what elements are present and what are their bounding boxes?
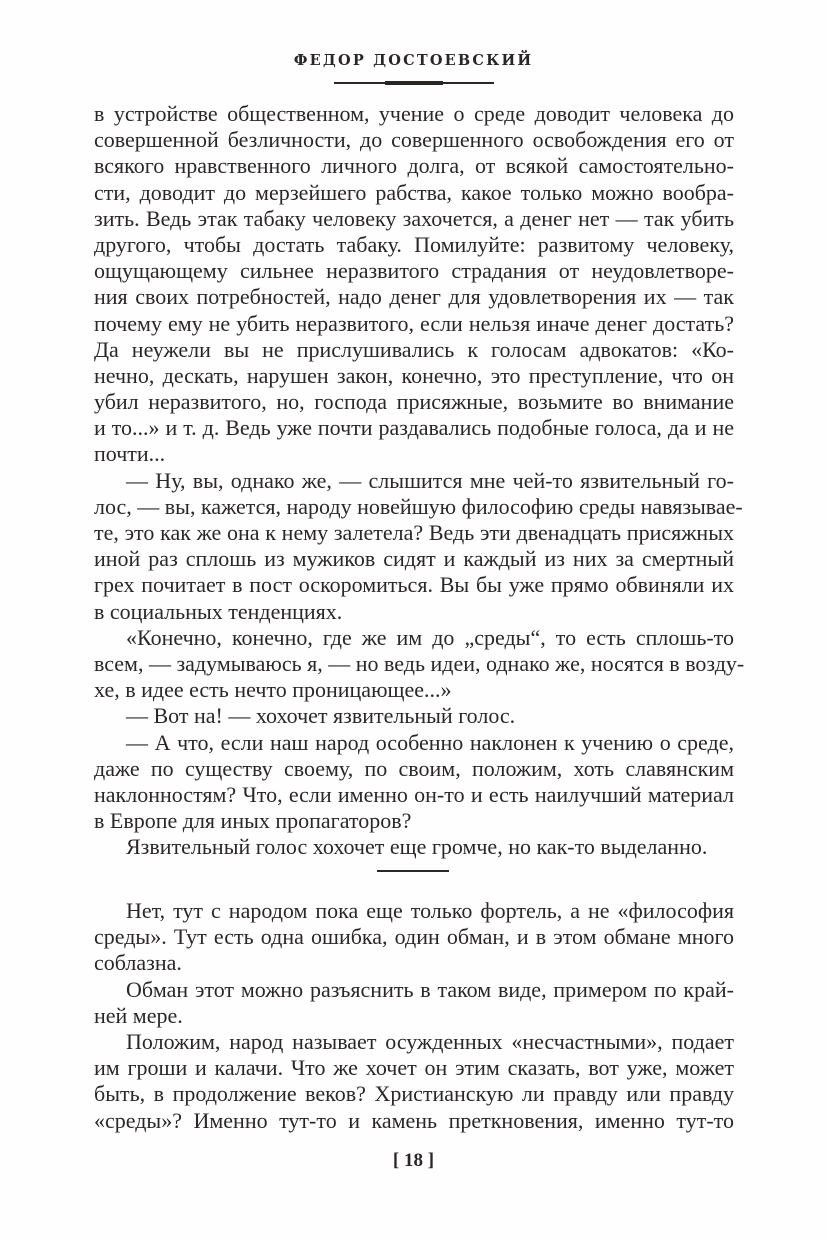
text-line: другого, чтобы достать табаку. Помилуйте: развитому человеку, [94, 231, 734, 257]
running-title: ФЕДОР ДОСТОЕВСКИЙ [293, 52, 534, 69]
text-line: ния своих потребностей, надо денег для удовлетворения их — так [94, 284, 734, 310]
text-line: в устройстве общественном, учение о среде доводит человека до [94, 101, 734, 126]
text-line: всем, — задумываюсь я, — но ведь идеи, однако же, носятся в возду- [94, 650, 745, 676]
text-line: — Вот на! — хохочет язвительный голос. [126, 703, 516, 729]
text-line: убил неразвитого, но, господа присяжные, возьмите во внимание [94, 389, 734, 415]
text-line: Да неужели вы не прислушивались к голосам адвокатов: «Ко- [94, 336, 734, 362]
header-rule-ornament [385, 81, 443, 85]
text-line: ощущающему сильнее неразвитого страдания от неудовлетворе- [94, 258, 734, 284]
text-line: зить. Ведь этак табаку человеку захочется, а денег нет — так убить [94, 205, 734, 231]
text-line: иной раз сплошь из мужиков сидят и каждый из них за смертный [94, 546, 734, 572]
text-line: «Конечно, конечно, где же им до „среды“, то есть сплошь-то [126, 624, 734, 650]
text-line: Обман этот можно разъяснить в таком виде, примером по край- [126, 976, 734, 1002]
text-block-1 [94, 101, 745, 860]
text-line: Язвительный голос хохочет еще громче, но как-то выделанно. [126, 834, 708, 860]
text-line: нечно, дескать, нарушен закон, конечно, это преступление, что он [94, 362, 734, 388]
text-line: почему ему не убить неразвитого, если нельзя иначе денег достать? [94, 310, 734, 336]
text-line: ней мере. [94, 1002, 183, 1028]
text-line: лос, — вы, кажется, народу новейшую философию среды навязывае- [94, 493, 743, 519]
text-line: — А что, если наш народ особенно наклонен к учению о среде, [126, 729, 734, 755]
text-line: среды». Тут есть одна ошибка, один обман, и в этом обмане много [94, 924, 734, 950]
text-line: Нет, тут с народом пока еще только фортель, а не «философия [126, 898, 734, 923]
text-line: Положим, народ называет осужденных «несчастными», подает [126, 1028, 734, 1054]
text-line: почти... [94, 441, 166, 467]
text-line: в социальных тенденциях. [94, 598, 343, 624]
text-line: соблазна. [94, 950, 182, 976]
text-line: сти, доводит до мерзейшего рабства, какое только можно вообра- [94, 179, 734, 205]
text-line: «среды»? Именно тут-то и камень преткновения, именно тут-то [94, 1107, 734, 1133]
text-line: совершенной безличности, до совершенного освобождения его от [94, 127, 734, 153]
text-line: быть, в продолжение веков? Христианскую ли правду или правду [94, 1081, 734, 1107]
text-line: в Европе для иных пропагаторов? [94, 808, 412, 834]
text-line: наклонностям? Что, если именно он-то и есть наилучший материал [94, 781, 734, 807]
section-separator [377, 870, 449, 872]
text-block-2 [94, 898, 734, 1134]
text-line: даже по существу своему, по своим, положим, хоть славянским [94, 755, 734, 781]
text-line: те, это как же она к нему залетела? Ведь эти двенадцать присяжных [94, 520, 734, 545]
text-line: грех почитает в пост оскоромиться. Вы бы уже прямо обвиняли их [94, 572, 734, 598]
text-line: — Ну, вы, однако же, — слышится мне чей-то язвительный го- [126, 467, 734, 493]
text-line: всякого нравственного личного долга, от всякой самостоятельно- [94, 153, 734, 179]
text-line: им гроши и калачи. Что же хочет он этим сказать, вот уже, может [94, 1055, 734, 1081]
text-line: хе, в идее есть нечто проницающее...» [94, 677, 452, 703]
page-number: [ 18 ] [392, 1150, 435, 1171]
text-line: и то...» и т. д. Ведь уже почти раздавались подобные голоса, да и не [94, 415, 734, 441]
